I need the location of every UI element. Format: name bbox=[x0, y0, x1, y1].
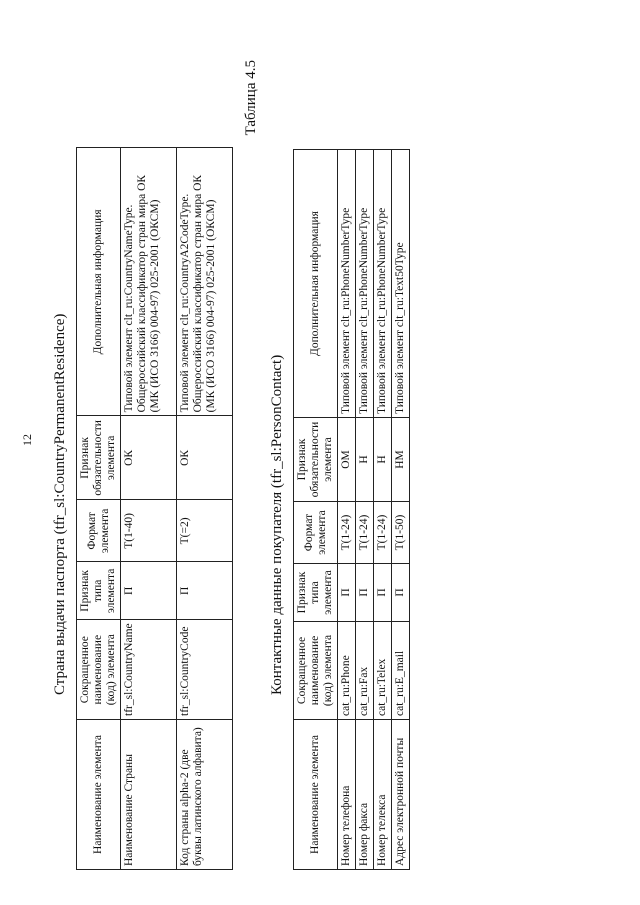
cell-info: Типовой элемент clt_ru:Text50Type bbox=[392, 150, 410, 418]
cell-info: Типовой элемент clt_ru:CountryNameType. Общероссийский классификатор стран мира ОК (МК (ИСО 3166) 004-97) 025-2001 (ОКСМ) bbox=[121, 148, 177, 416]
cell-type: П bbox=[356, 564, 374, 622]
cell-info: Типовой элемент clt_ru:PhoneNumberType bbox=[338, 150, 356, 418]
table1-caption: Страна выдачи паспорта (tfr_sl:CountryPermanentResidence) bbox=[52, 313, 68, 695]
header-cell: Признак типа элемента bbox=[294, 564, 338, 622]
passport-country-table bbox=[76, 147, 233, 870]
table-row bbox=[356, 150, 374, 870]
cell-format: T(1-40) bbox=[121, 500, 177, 562]
cell-type: П bbox=[338, 564, 356, 622]
cell-name: Номер телефона bbox=[338, 720, 356, 870]
cell-format: T(1-24) bbox=[374, 502, 392, 564]
cell-format: T(=2) bbox=[177, 500, 233, 562]
cell-info: Типовой элемент clt_ru:PhoneNumberType bbox=[374, 150, 392, 418]
cell-name: Код страны alpha-2 (две буквы латинского алфавита) bbox=[177, 720, 233, 870]
table-row bbox=[338, 150, 356, 870]
cell-info: Типовой элемент clt_ru:CountryA2CodeType. Общероссийский классификатор стран мира ОК (МК (ИСО 3166) 004-97) 025-2001 (ОКСМ) bbox=[177, 148, 233, 416]
table-row bbox=[121, 148, 177, 870]
cell-format: T(1-24) bbox=[356, 502, 374, 564]
cell-code: cat_ru:Fax bbox=[356, 622, 374, 720]
page-number: 12 bbox=[20, 434, 34, 446]
cell-code: cat_ru:Phone bbox=[338, 622, 356, 720]
cell-type: П bbox=[374, 564, 392, 622]
table-header-row bbox=[294, 150, 338, 870]
cell-required: Н bbox=[374, 418, 392, 502]
table-header-row bbox=[77, 148, 121, 870]
cell-code: tfr_sl:CountryCode bbox=[177, 620, 233, 720]
cell-name: Номер факса bbox=[356, 720, 374, 870]
table-row bbox=[177, 148, 233, 870]
cell-name: Номер телекса bbox=[374, 720, 392, 870]
cell-name: Адрес электронной почты bbox=[392, 720, 410, 870]
table-row bbox=[374, 150, 392, 870]
cell-required: ОМ bbox=[338, 418, 356, 502]
header-cell: Формат элемента bbox=[294, 502, 338, 564]
header-cell: Наименование элемента bbox=[294, 720, 338, 870]
cell-type: П bbox=[177, 562, 233, 620]
header-cell: Дополнительная информация bbox=[77, 148, 121, 416]
rotated-page-content bbox=[50, 50, 410, 880]
cell-format: T(1-24) bbox=[338, 502, 356, 564]
header-cell: Сокращенное наименование (код) элемента bbox=[77, 620, 121, 720]
cell-code: cat_ru:Telex bbox=[374, 622, 392, 720]
header-cell: Наименование элемента bbox=[77, 720, 121, 870]
header-cell: Дополнительная информация bbox=[294, 150, 338, 418]
header-cell: Формат элемента bbox=[77, 500, 121, 562]
cell-type: П bbox=[392, 564, 410, 622]
cell-required: ОК bbox=[121, 416, 177, 500]
cell-info: Типовой элемент clt_ru:PhoneNumberType bbox=[356, 150, 374, 418]
header-cell: Признак типа элемента bbox=[77, 562, 121, 620]
header-cell: Сокращенное наименование (код) элемента bbox=[294, 622, 338, 720]
cell-required: Н bbox=[356, 418, 374, 502]
table-row bbox=[392, 150, 410, 870]
cell-code: tfr_sl:CountryName bbox=[121, 620, 177, 720]
table2-caption: Контактные данные покупателя (tfr_sl:PersonContact) bbox=[269, 354, 285, 695]
header-cell: Признак обязательности элемента bbox=[77, 416, 121, 500]
cell-name: Наименование Страны bbox=[121, 720, 177, 870]
cell-type: П bbox=[121, 562, 177, 620]
header-cell: Признак обязательности элемента bbox=[294, 418, 338, 502]
cell-code: cat_ru:E_mail bbox=[392, 622, 410, 720]
cell-required: НМ bbox=[392, 418, 410, 502]
person-contact-table bbox=[293, 149, 410, 870]
cell-format: T(1-50) bbox=[392, 502, 410, 564]
table2-number: Таблица 4.5 bbox=[243, 60, 259, 136]
cell-required: ОК bbox=[177, 416, 233, 500]
